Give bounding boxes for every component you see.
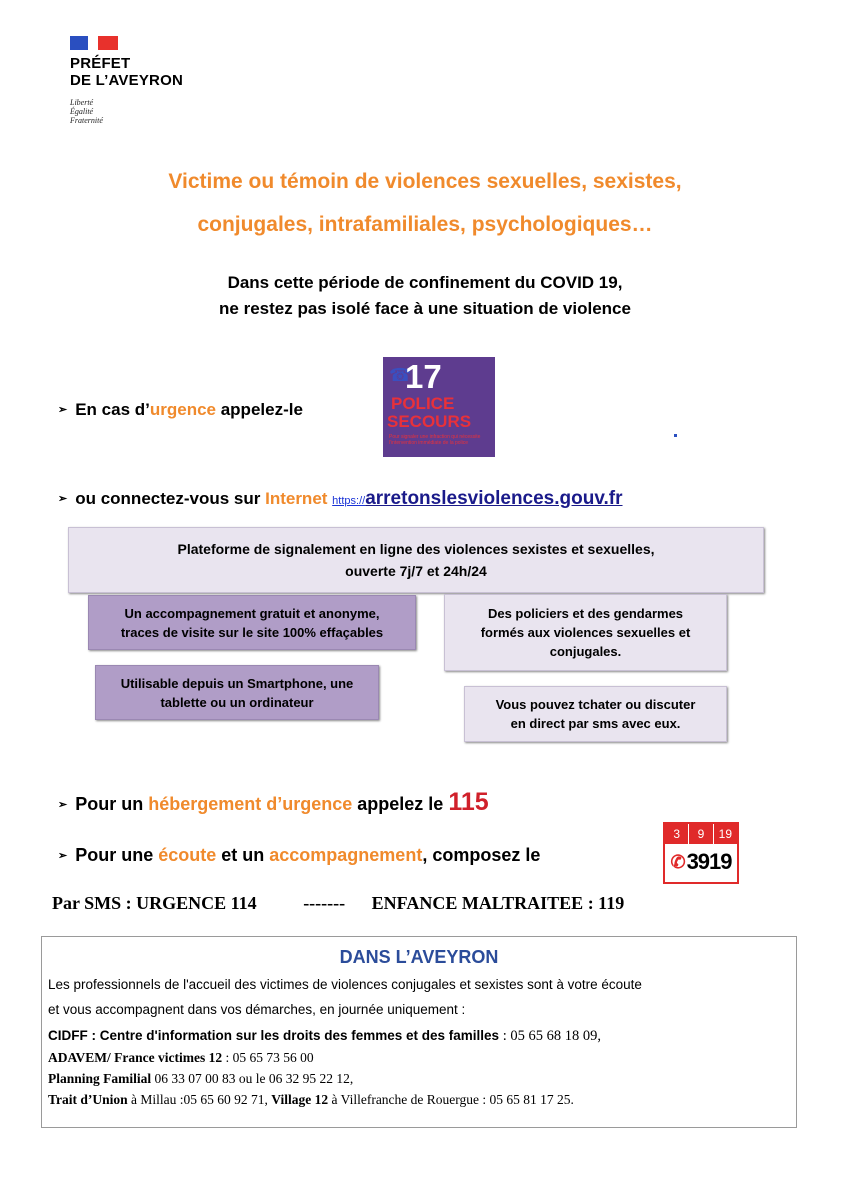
contact-planning-familial xyxy=(48,1071,353,1087)
ecoute-line xyxy=(58,845,540,866)
platform-line2: ouverte 7j/7 et 24h/24 xyxy=(345,563,487,579)
aveyron-heading: DANS L’AVEYRON xyxy=(339,947,499,967)
contact-cidff xyxy=(48,1028,601,1045)
hebergement-text: Pour un xyxy=(75,794,149,814)
police-label: POLICE xyxy=(391,394,455,413)
contact-phone: à Millau :05 65 60 92 71, xyxy=(127,1092,272,1107)
motto-fraternite: Fraternité xyxy=(70,116,103,125)
contact-name: ADAVEM/ France victimes 12 xyxy=(48,1050,223,1065)
aveyron-contacts-box xyxy=(41,936,797,1128)
phone-icon: ✆ xyxy=(670,851,685,872)
sms-urgence: Par SMS : URGENCE 114 xyxy=(52,893,257,913)
urgence-highlight: urgence xyxy=(149,400,216,419)
contact-name: Trait d’Union xyxy=(48,1092,128,1107)
link-domain[interactable]: arretonslesviolences.gouv.fr xyxy=(365,488,623,509)
phone-icon: ☎ xyxy=(389,365,412,385)
police-number: 17 xyxy=(405,358,442,395)
ecoute-text: Pour une xyxy=(75,845,159,865)
feature-line: formés aux violences sexuelles et xyxy=(480,625,691,640)
badge-3919 xyxy=(663,822,739,884)
feature-box-police xyxy=(444,594,727,671)
ecoute-text-after: , composez le xyxy=(422,845,541,865)
ecoute-highlight: écoute xyxy=(158,845,217,865)
feature-line: tablette ou un ordinateur xyxy=(160,694,314,710)
aveyron-intro-line2: et vous accompagnent dans vos démarches, en journée uniquement : xyxy=(48,1002,466,1017)
aveyron-intro-line1: Les professionnels de l'accueil des victimes de violences conjugales et sexistes sont à votre écoute xyxy=(48,977,642,992)
secours-label: SECOURS xyxy=(387,412,472,431)
urgence-text-after: appelez-le xyxy=(216,400,303,419)
internet-line xyxy=(58,488,623,510)
prefecture-line1: PRÉFET xyxy=(70,55,131,72)
arrow-bullet-icon: ➢ xyxy=(58,493,68,505)
arrow-bullet-icon: ➢ xyxy=(58,799,68,811)
republic-motto xyxy=(70,98,103,125)
contact-phone: à Villefranche de Rouergue : 05 65 81 17 25. xyxy=(328,1092,574,1107)
feature-line: Un accompagnement gratuit et anonyme, xyxy=(124,605,380,621)
hebergement-highlight: hébergement d’urgence xyxy=(148,794,353,814)
police-secours-badge xyxy=(383,357,495,457)
feature-box-devices xyxy=(95,665,379,720)
feature-line: traces de visite sur le site 100% effaçables xyxy=(120,624,384,640)
number-3919: 3919 xyxy=(686,849,732,874)
subtitle-line2: ne restez pas isolé face à une situation de violence xyxy=(219,299,631,318)
hebergement-line xyxy=(58,788,489,817)
decorative-dot xyxy=(674,434,677,437)
contact-name: Planning Familial xyxy=(48,1071,152,1086)
motto-liberte: Liberté xyxy=(70,98,94,107)
number-115: 115 xyxy=(448,788,489,816)
police-caption: Pour signaler une infraction qui nécessite l'intervention immédiate de la police xyxy=(389,434,481,446)
arrow-bullet-icon: ➢ xyxy=(58,850,68,862)
badge-digit: 19 xyxy=(718,827,732,841)
contact-phone: : 05 65 68 18 09, xyxy=(499,1028,601,1044)
prefecture-name xyxy=(70,55,183,89)
feature-line: Des policiers et des gendarmes xyxy=(487,606,684,621)
feature-line: en direct par sms avec eux. xyxy=(510,716,681,731)
feature-line: Vous pouvez tchater ou discuter xyxy=(495,697,696,712)
contact-adavem xyxy=(48,1050,314,1066)
ecoute-text-middle: et un xyxy=(216,845,270,865)
feature-line: Utilisable depuis un Smartphone, une xyxy=(120,675,354,691)
sms-separator: ------- xyxy=(303,893,346,913)
feature-box-anonymous xyxy=(88,595,416,650)
internet-highlight: Internet xyxy=(265,489,328,508)
arrow-bullet-icon: ➢ xyxy=(58,404,68,416)
contact-phone: 06 33 07 00 83 ou le 06 32 95 22 12, xyxy=(151,1071,354,1086)
sms-line xyxy=(52,893,624,914)
hebergement-text-after: appelez le xyxy=(352,794,449,814)
badge-digit: 9 xyxy=(689,824,713,844)
contact-name: CIDFF : Centre d'information sur les droits des femmes et des familles xyxy=(48,1028,500,1043)
title-line1: Victime ou témoin de violences sexuelles, sexistes, xyxy=(168,170,682,193)
subtitle-line1: Dans cette période de confinement du COVID 19, xyxy=(227,273,623,292)
feature-box-chat xyxy=(464,686,727,742)
badge-digit: 3 xyxy=(665,824,689,844)
feature-line: conjugales. xyxy=(549,644,622,659)
french-flag-logo xyxy=(70,36,118,50)
urgence-line xyxy=(58,400,303,420)
accompagnement-highlight: accompagnement xyxy=(269,845,423,865)
urgence-text: En cas d’ xyxy=(75,400,150,419)
platform-box xyxy=(68,527,764,593)
title-line2: conjugales, intrafamiliales, psychologiques… xyxy=(197,213,653,236)
link-prefix[interactable]: https:// xyxy=(332,495,366,507)
contact-trait-union-village12 xyxy=(48,1092,574,1108)
website-link[interactable] xyxy=(332,489,622,508)
platform-line1: Plateforme de signalement en ligne des violences sexistes et sexuelles, xyxy=(177,541,655,557)
motto-egalite: Égalité xyxy=(70,107,94,116)
contact-name: Village 12 xyxy=(271,1092,329,1107)
internet-text: ou connectez-vous sur xyxy=(75,489,266,508)
prefecture-line2: DE L’AVEYRON xyxy=(70,72,183,89)
contact-phone: : 05 65 73 56 00 xyxy=(222,1050,314,1065)
sms-enfance: ENFANCE MALTRAITEE : 119 xyxy=(371,893,625,913)
